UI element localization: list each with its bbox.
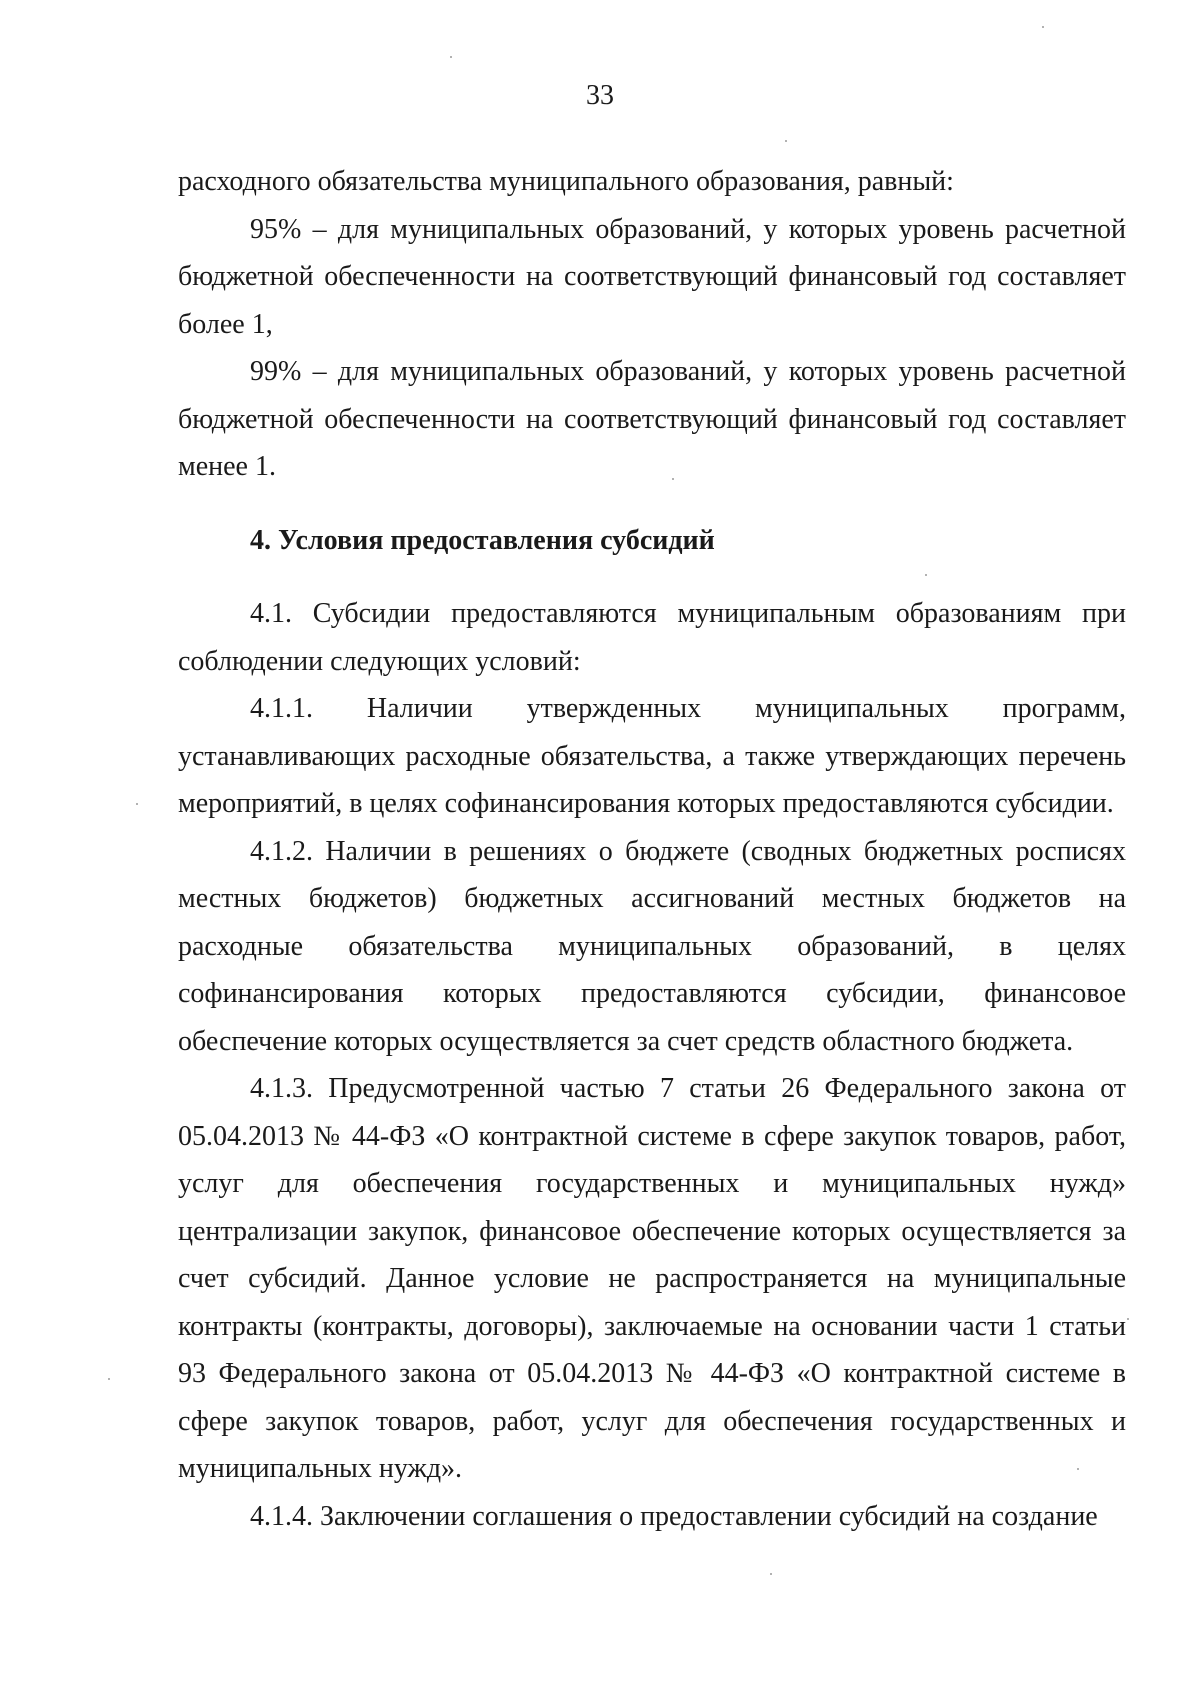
section-heading: 4. Условия предоставления субсидий [250,524,715,556]
scan-speck [450,56,452,58]
scan-speck [925,574,927,576]
paragraph-4-1-4: 4.1.4. Заключении соглашения о предоставлении субсидий на создание [250,1500,1098,1532]
scan-speck [1127,1318,1129,1320]
scan-speck [136,803,138,805]
paragraph-99-percent: 99% – для муниципальных образований, у которых уровень расчетной бюджетной обеспеченности на соответствующий финансовый год составляет менее 1. [178,356,1126,482]
scan-speck [1042,26,1044,28]
paragraph-95-percent: 95% – для муниципальных образований, у которых уровень расчетной бюджетной обеспеченности на соответствующий финансовый год составляет более 1, [178,213,1126,340]
document-body [178,158,1126,1540]
paragraph-4-1-1: 4.1.1. Наличии утвержденных муниципальных программ, устанавливающих расходные обязательства, а также утверждающих перечень мероприятий, в целях софинансирования которых предоставляются субсидии. [178,693,1126,819]
paragraph-4-1-3: 4.1.3. Предусмотренной частью 7 статьи 26 Федерального закона от 05.04.2013 № 44-ФЗ «О контрактной системе в сфере закупок товаров, работ, услуг для обеспечения государственных и муниципальных нужд» централизации закупок, финансовое обеспечение которых осуществляется за счет субсидий. Данное условие не распространяется на муниципальные контракты (контракты, договоры), заключаемые на основании части 1 статьи 93 Федерального закона от 05.04.2013 № 44-ФЗ «О контрактной системе в сфере закупок товаров, работ, услуг для обеспечения государственных и муниципальных нужд». [178,1073,1126,1484]
scan-speck [1077,1468,1079,1470]
paragraph-4-1: 4.1. Субсидии предоставляются муниципальным образованиям при соблюдении следующих условий: [178,598,1126,677]
scan-speck [108,1378,110,1380]
page-number: 33 [586,80,614,111]
scan-speck [785,140,787,142]
paragraph-4-1-2: 4.1.2. Наличии в решениях о бюджете (сводных бюджетных росписях местных бюджетов) бюджетных ассигнований местных бюджетов на расходные обязательства муниципальных образований, в целях софинансирования которых предоставляются субсидии, финансовое обеспечение которых осуществляется за счет средств областного бюджета. [178,835,1126,1057]
scan-speck [672,478,674,480]
paragraph-continuation: расходного обязательства муниципального образования, равный: [178,166,954,197]
scan-speck [770,1573,772,1575]
